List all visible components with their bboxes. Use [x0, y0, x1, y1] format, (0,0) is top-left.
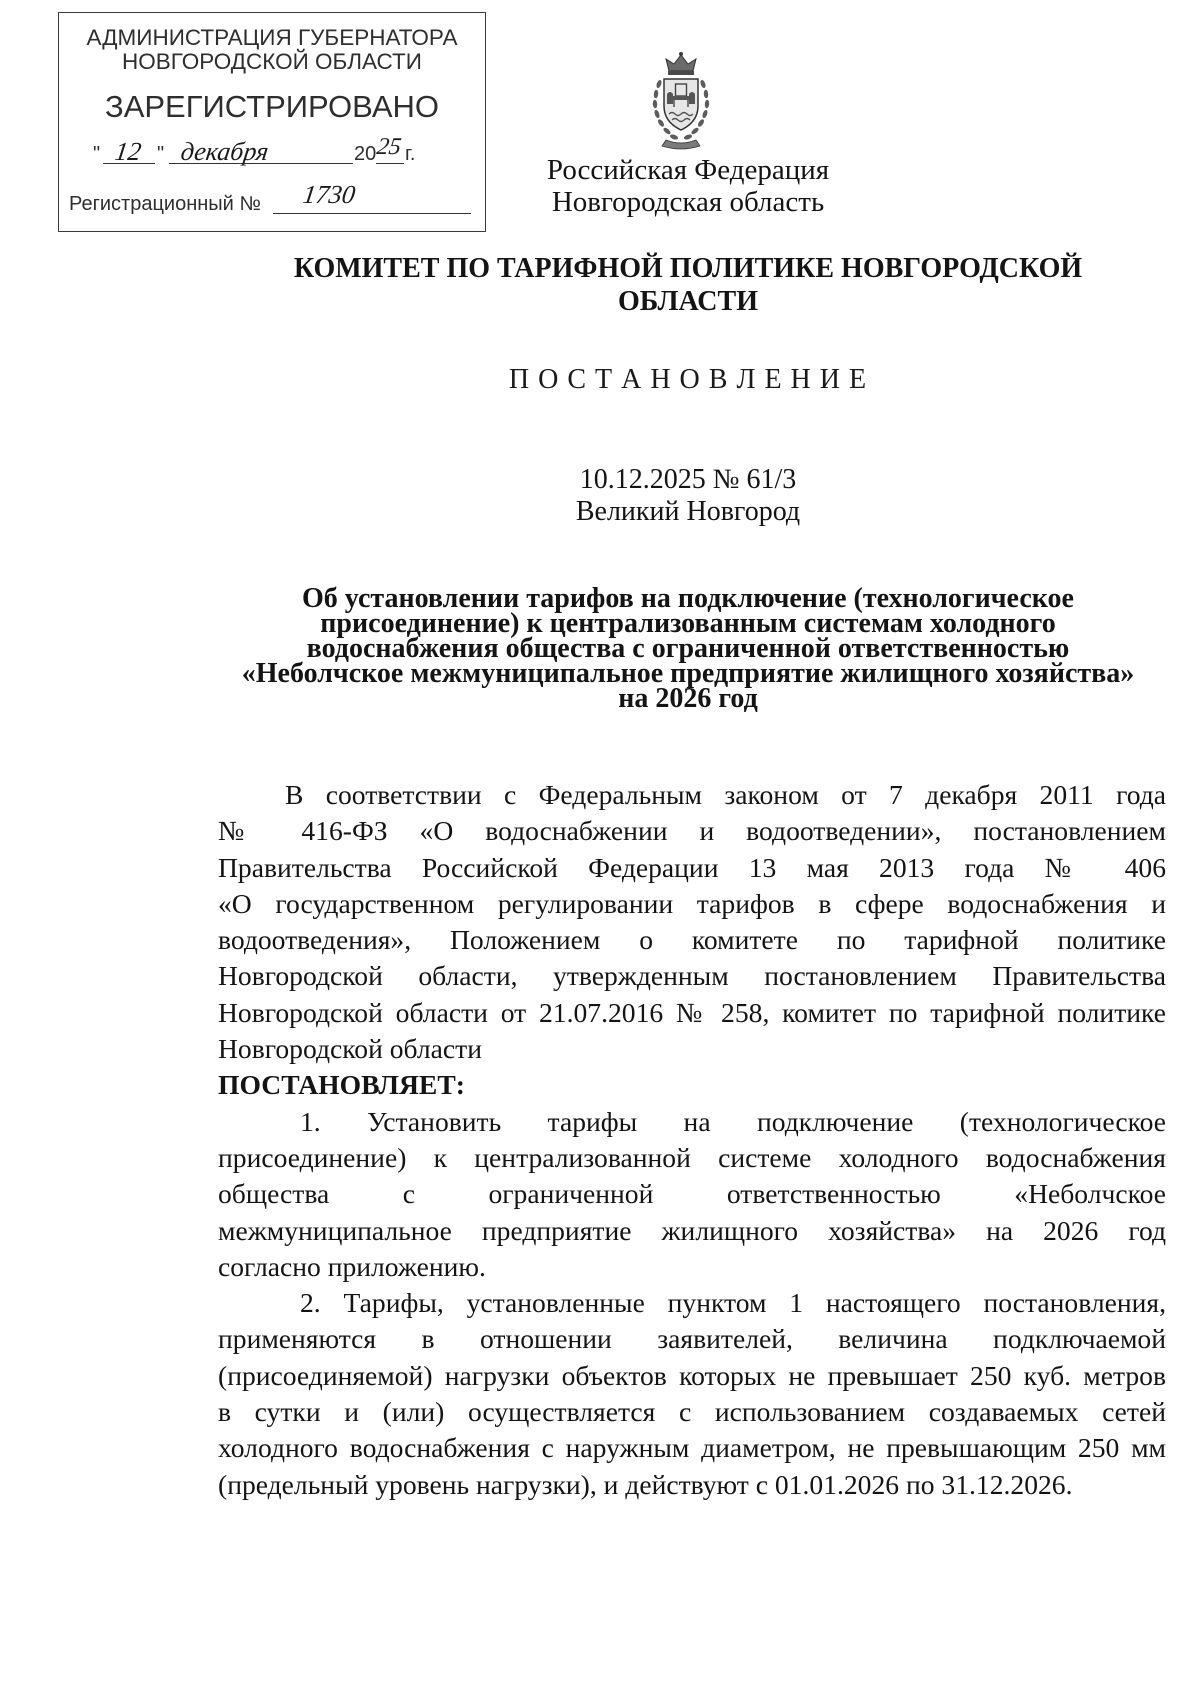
preamble-line: «О государственном регулировании тарифов в сфере водоснабжения и	[218, 887, 1166, 919]
document-subject	[188, 583, 1188, 714]
stamp-date-day-underline	[103, 163, 155, 164]
resolution-item-1	[218, 1104, 1166, 1285]
ribbon-shape	[662, 140, 700, 149]
stamp-date-month-underline	[169, 163, 353, 164]
stamp-org-line-2: НОВГОРОДСКОЙ ОБЛАСТИ	[122, 49, 422, 74]
item-line: (присоединяемой) нагрузки объектов которых не превышает 250 куб. метров	[218, 1359, 1166, 1391]
preamble-line: В соответствии с Федеральным законом от 7 декабря 2011 года	[285, 779, 1166, 810]
stamp-org-line-1: АДМИНИСТРАЦИЯ ГУБЕРНАТОРА	[86, 25, 458, 50]
subject-line: водоснабжения общества с ограниченной ответственностью	[306, 633, 1070, 664]
document-meta	[188, 464, 1188, 528]
stamp-reg-number: 1730	[301, 180, 358, 209]
shield-shape	[664, 79, 698, 130]
stamp-date-century: 20	[354, 143, 377, 165]
stamp-status: ЗАРЕГИСТРИРОВАНО	[104, 89, 439, 124]
stamp-date-month: декабря	[179, 137, 271, 166]
document-body	[218, 777, 1166, 1503]
preamble-paragraph	[218, 777, 1166, 1067]
crown-shape	[666, 52, 696, 75]
preamble-line: Новгородской области, утвержденным постановлением Правительства	[218, 960, 1166, 992]
committee-title-line: ОБЛАСТИ	[618, 286, 758, 317]
preamble-line: № 416-ФЗ «О водоснабжении и водоотведении», постановлением	[218, 815, 1166, 847]
item-line: 1. Установить тарифы на подключение (технологическое	[300, 1105, 1166, 1137]
resolution-item-2	[218, 1285, 1166, 1503]
document-place: Великий Новгород	[575, 496, 801, 527]
stamp-date-year: 25	[375, 134, 403, 160]
preamble-line: Новгородской области	[218, 1033, 482, 1065]
subject-line: Об установлении тарифов на подключение (технологическое	[302, 583, 1074, 614]
committee-title	[188, 252, 1188, 318]
preamble-line: водоотведения», Положением о комитете по тарифной политике	[218, 924, 1166, 956]
stamp-date-day: 12	[113, 137, 144, 166]
document-type: П О С Т А Н О В Л Е Н И Е	[508, 364, 868, 395]
item-line: холодного водоснабжения с наружным диаметром, не превышающим 250 мм	[218, 1432, 1166, 1464]
coat-of-arms-icon	[636, 50, 726, 150]
region-name: Новгородская область	[551, 186, 825, 218]
issuer-header	[388, 154, 988, 218]
stamp-date-quote-close: "	[157, 143, 165, 165]
item-line: межмуниципальное предприятие жилищного хозяйства» на 2026 год	[218, 1214, 1166, 1246]
preamble-line: Новгородской области от 21.07.2016 № 258, комитет по тарифной политике	[218, 996, 1166, 1028]
subject-line: «Неболчское межмуниципальное предприятие жилищного хозяйства»	[241, 658, 1135, 689]
country-name: Российская Федерация	[546, 154, 830, 186]
item-line: применяются в отношении заявителей, величина подключаемой	[218, 1323, 1166, 1355]
item-line: общества с ограниченной ответственностью «Неболчское	[218, 1178, 1166, 1210]
subject-line: на 2026 год	[618, 683, 758, 714]
subject-line: присоединение) к централизованным системам холодного	[320, 608, 1056, 639]
item-line: в сутки и (или) осуществляется с использованием создаваемых сетей	[218, 1396, 1166, 1428]
item-line: согласно приложению.	[218, 1250, 486, 1282]
resolves-heading: ПОСТАНОВЛЯЕТ:	[218, 1069, 465, 1101]
committee-title-line: КОМИТЕТ ПО ТАРИФНОЙ ПОЛИТИКЕ НОВГОРОДСКОЙ	[293, 253, 1083, 284]
item-line: 2. Тарифы, установленные пунктом 1 настоящего постановления,	[300, 1287, 1166, 1319]
item-line: (предельный уровень нагрузки), и действуют с 01.01.2026 по 31.12.2026.	[218, 1468, 1073, 1500]
item-line: присоединение) к централизованной системе холодного водоснабжения	[218, 1141, 1166, 1173]
preamble-line: Правительства Российской Федерации 13 мая 2013 года № 406	[218, 851, 1166, 883]
stamp-date-suffix: г.	[405, 143, 416, 165]
document-date-number: 10.12.2025 № 61/3	[579, 464, 797, 495]
stamp-date-quote-open: "	[93, 143, 101, 165]
stamp-reg-label: Регистрационный №	[69, 193, 261, 215]
